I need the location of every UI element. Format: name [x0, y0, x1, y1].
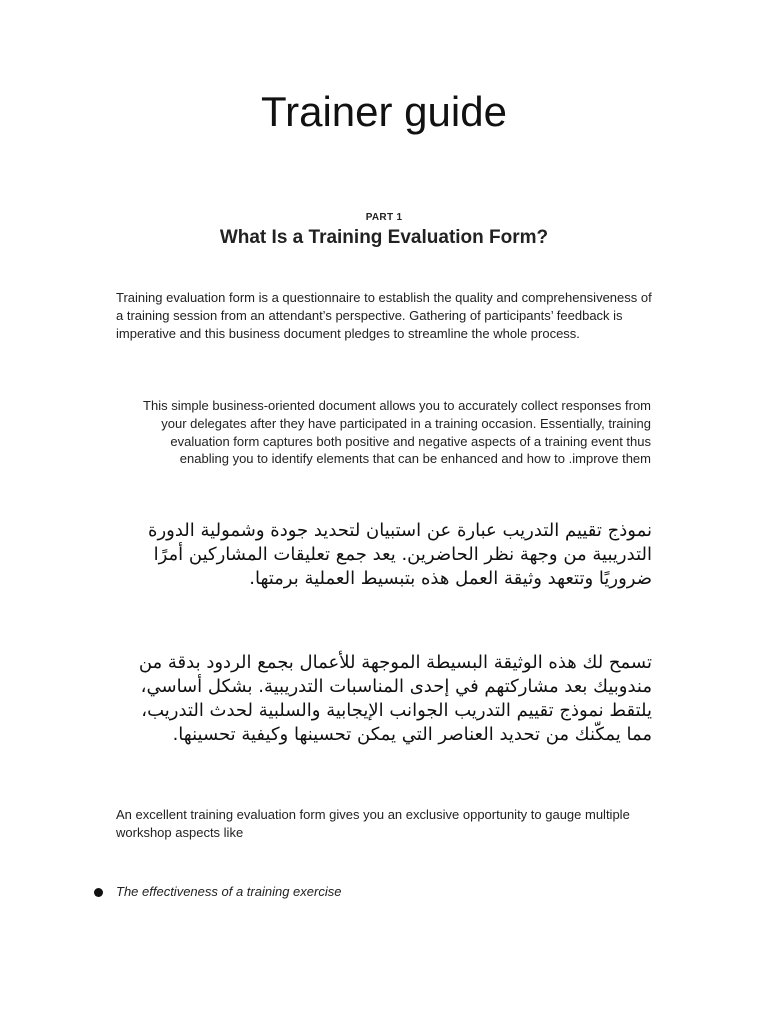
- bullet-dot-icon: [94, 888, 103, 897]
- document-title: Trainer guide: [261, 88, 507, 135]
- arabic-paragraph-definition: نموذج تقييم التدريب عبارة عن استبيان لتحديد جودة وشمولية الدورة التدريبية من وجهة نظر الحاضرين. يعد جمع تعليقات المشاركين أمرًا ضروريًا وتتعهد وثيقة العمل هذه بتبسيط العملية برمتها.: [148, 520, 652, 589]
- section-heading: What Is a Training Evaluation Form?: [219, 227, 549, 248]
- paragraph-definition: Training evaluation form is a questionnaire to establish the quality and comprehensiveness of a training session from an attendant’s perspective. Gathering of participants’ feedback is imperative and this business document pledges to streamline the whole process.: [116, 290, 652, 341]
- paragraph-description: This simple business-oriented document allows you to accurately collect responses from your delegates after they have participated in a training occasion. Essentially, training evaluation form captures both positive and negative aspects of a training event thus enabling you to identify elements that can be enhanced and how to .improve them: [143, 398, 651, 467]
- arabic-paragraph-description: تسمح لك هذه الوثيقة البسيطة الموجهة للأعمال بجمع الردود بدقة من مندوبيك بعد مشاركتهم في إحدى المناسبات التدريبية. بشكل أساسي، يلتقط نموذج تقييم التدريب الجوانب الإيجابية والسلبية لحدث التدريب، مما يمكّنك من تحديد العناصر التي يمكن تحسينها وكيفية تحسينها.: [138, 652, 652, 745]
- part-label: PART 1: [365, 212, 403, 223]
- paragraph-list-intro: An excellent training evaluation form gives you an exclusive opportunity to gauge multiple workshop aspects like: [116, 807, 630, 840]
- bullet-item-text: The effectiveness of a training exercise: [116, 884, 342, 899]
